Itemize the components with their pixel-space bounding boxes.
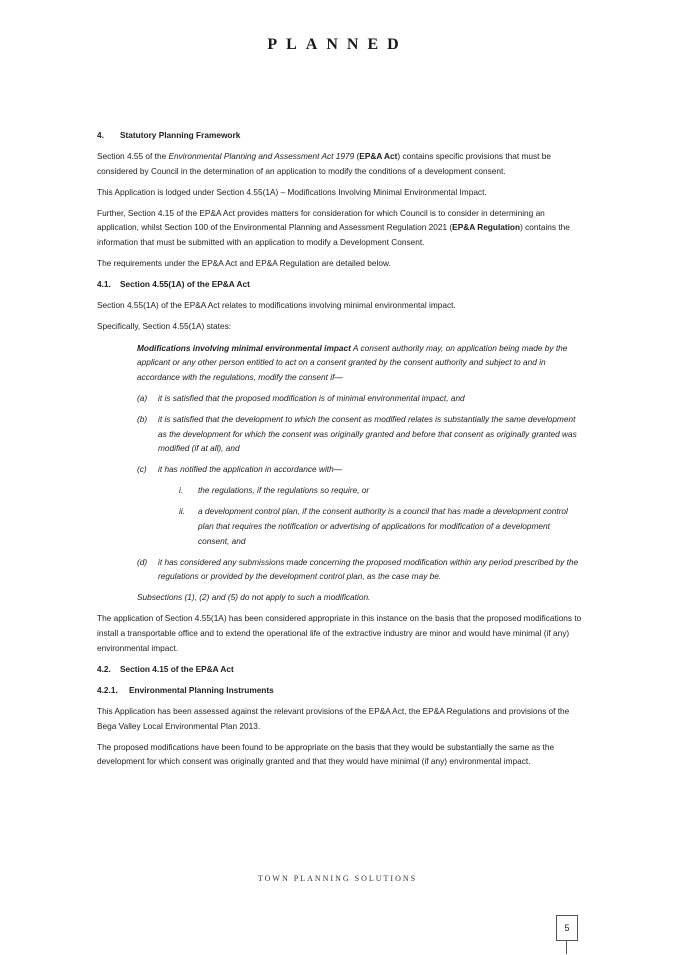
quote-heading: Modifications involving minimal environmental impact — [137, 342, 351, 353]
section-title: Section 4.15 of the EP&A Act — [120, 663, 234, 674]
text-run: ) contains the information that must be submitted with an application to modify a Development Consent. — [97, 222, 570, 248]
item-marker: (d) — [137, 556, 148, 567]
document-body — [97, 128, 582, 775]
subitem-marker: ii. — [179, 506, 185, 517]
paragraph-lodged: This Application is lodged under Section 4.55(1A) – Modifications Involving Minimal Environmental Impact. — [97, 186, 487, 197]
section-4-1-heading — [97, 277, 582, 292]
quote-item-c — [137, 462, 582, 477]
text-run: ) contains specific provisions that must be considered by Council in the determination of an application to modify the conditions of a development consent. — [97, 151, 551, 176]
subitem-text: the regulations, if the regulations so require, or — [198, 485, 370, 496]
paragraph-states: Specifically, Section 4.55(1A) states: — [97, 321, 232, 332]
subitem-marker: i. — [179, 485, 184, 496]
text-run: ( — [354, 151, 360, 162]
item-marker: (c) — [137, 464, 147, 475]
quote-item-d — [137, 555, 582, 584]
paragraph-455-relates: Section 4.55(1A) of the EP&A Act relates to modifications involving minimal environmental impact. — [97, 300, 456, 311]
section-number: 4. — [97, 130, 104, 140]
section-number: 4.2. — [97, 663, 111, 674]
subitem-text: a development control plan, if the consent authority is a council that has made a development control plan that requires the notification or advertising of applications for modification of a development consent, and — [198, 506, 568, 546]
regulation-abbreviation: EP&A Regulation — [452, 222, 521, 233]
section-number: 4.2.1. — [97, 684, 118, 695]
company-logo: PLANNED — [267, 36, 408, 53]
paragraph-assessed: This Application has been assessed against the relevant provisions of the EP&A Act, the EP&A Regulations and provisions of the Bega Valley Local Environmental Plan 2013. — [97, 705, 570, 731]
quote-lead — [137, 341, 582, 385]
paragraph-appropriate: The proposed modifications have been found to be appropriate on the basis that they would be substantially the same as the development for which consent was originally granted and that they would have minimal (if any) environmental impact. — [97, 741, 555, 767]
quote-subitem-i — [137, 483, 582, 498]
quote-subitem-ii — [137, 504, 582, 548]
section-number: 4.1. — [97, 279, 111, 290]
act-abbreviation: EP&A Act — [359, 151, 398, 162]
paragraph-section-415 — [97, 206, 582, 250]
quote-closing: Subsections (1), (2) and (5) do not apply to such a modification. — [137, 592, 371, 603]
section-4-2-1-heading — [97, 683, 582, 698]
quote-item-b — [137, 412, 582, 456]
section-title: Environmental Planning Instruments — [129, 684, 274, 695]
quote-text: A consent authority may, on application being made by the applicant or any other person entitled to act on a consent granted by the consent authority and subject to and in accordance with the regulations, modify the consent if— — [137, 342, 568, 382]
section-title: Statutory Planning Framework — [120, 130, 241, 140]
item-text: it has notified the application in accordance with— — [158, 464, 343, 475]
item-marker: (b) — [137, 413, 148, 424]
item-text: it has considered any submissions made concerning the proposed modification within any period prescribed by the regulations or provided by the development control plan, as the case may be. — [158, 556, 579, 582]
item-text: it is satisfied that the proposed modification is of minimal environmental impact, and — [158, 392, 465, 403]
page-number-rule — [566, 940, 567, 954]
section-title: Section 4.55(1A) of the EP&A Act — [120, 279, 250, 290]
footer-tagline: TOWN PLANNING SOLUTIONS — [257, 874, 418, 883]
act-title: Environmental Planning and Assessment Act 1979 — [168, 151, 355, 162]
section-4-2-heading — [97, 662, 582, 677]
paragraph-requirements: The requirements under the EP&A Act and EP&A Regulation are detailed below. — [97, 258, 391, 269]
item-marker: (a) — [137, 392, 148, 403]
item-text: it is satisfied that the development to which the consent as modified relates is substantially the same development as the development for which the consent was originally granted and before that consent as originally granted was modified (if at all), and — [158, 413, 577, 454]
legislation-quote — [97, 341, 582, 605]
page-number: 5 — [556, 915, 578, 941]
text-run: Further, Section 4.15 of the EP&A Act provides matters for consideration for which Council is to consider in determining an application, whilst Section 100 of the Environmental Planning and Assessment Regulation 2021 ( — [97, 207, 545, 233]
text-run: Section 4.55 of the — [97, 151, 169, 162]
section-4-heading — [97, 128, 582, 143]
paragraph-application-455: The application of Section 4.55(1A) has been considered appropriate in this instance on the basis that the proposed modifications to install a transportable office and to extend the operational life of the extractive industry are minor and would have minimal (if any) environmental impact. — [97, 613, 582, 653]
paragraph-ep-a-act — [97, 149, 582, 178]
quote-item-a — [137, 391, 582, 406]
